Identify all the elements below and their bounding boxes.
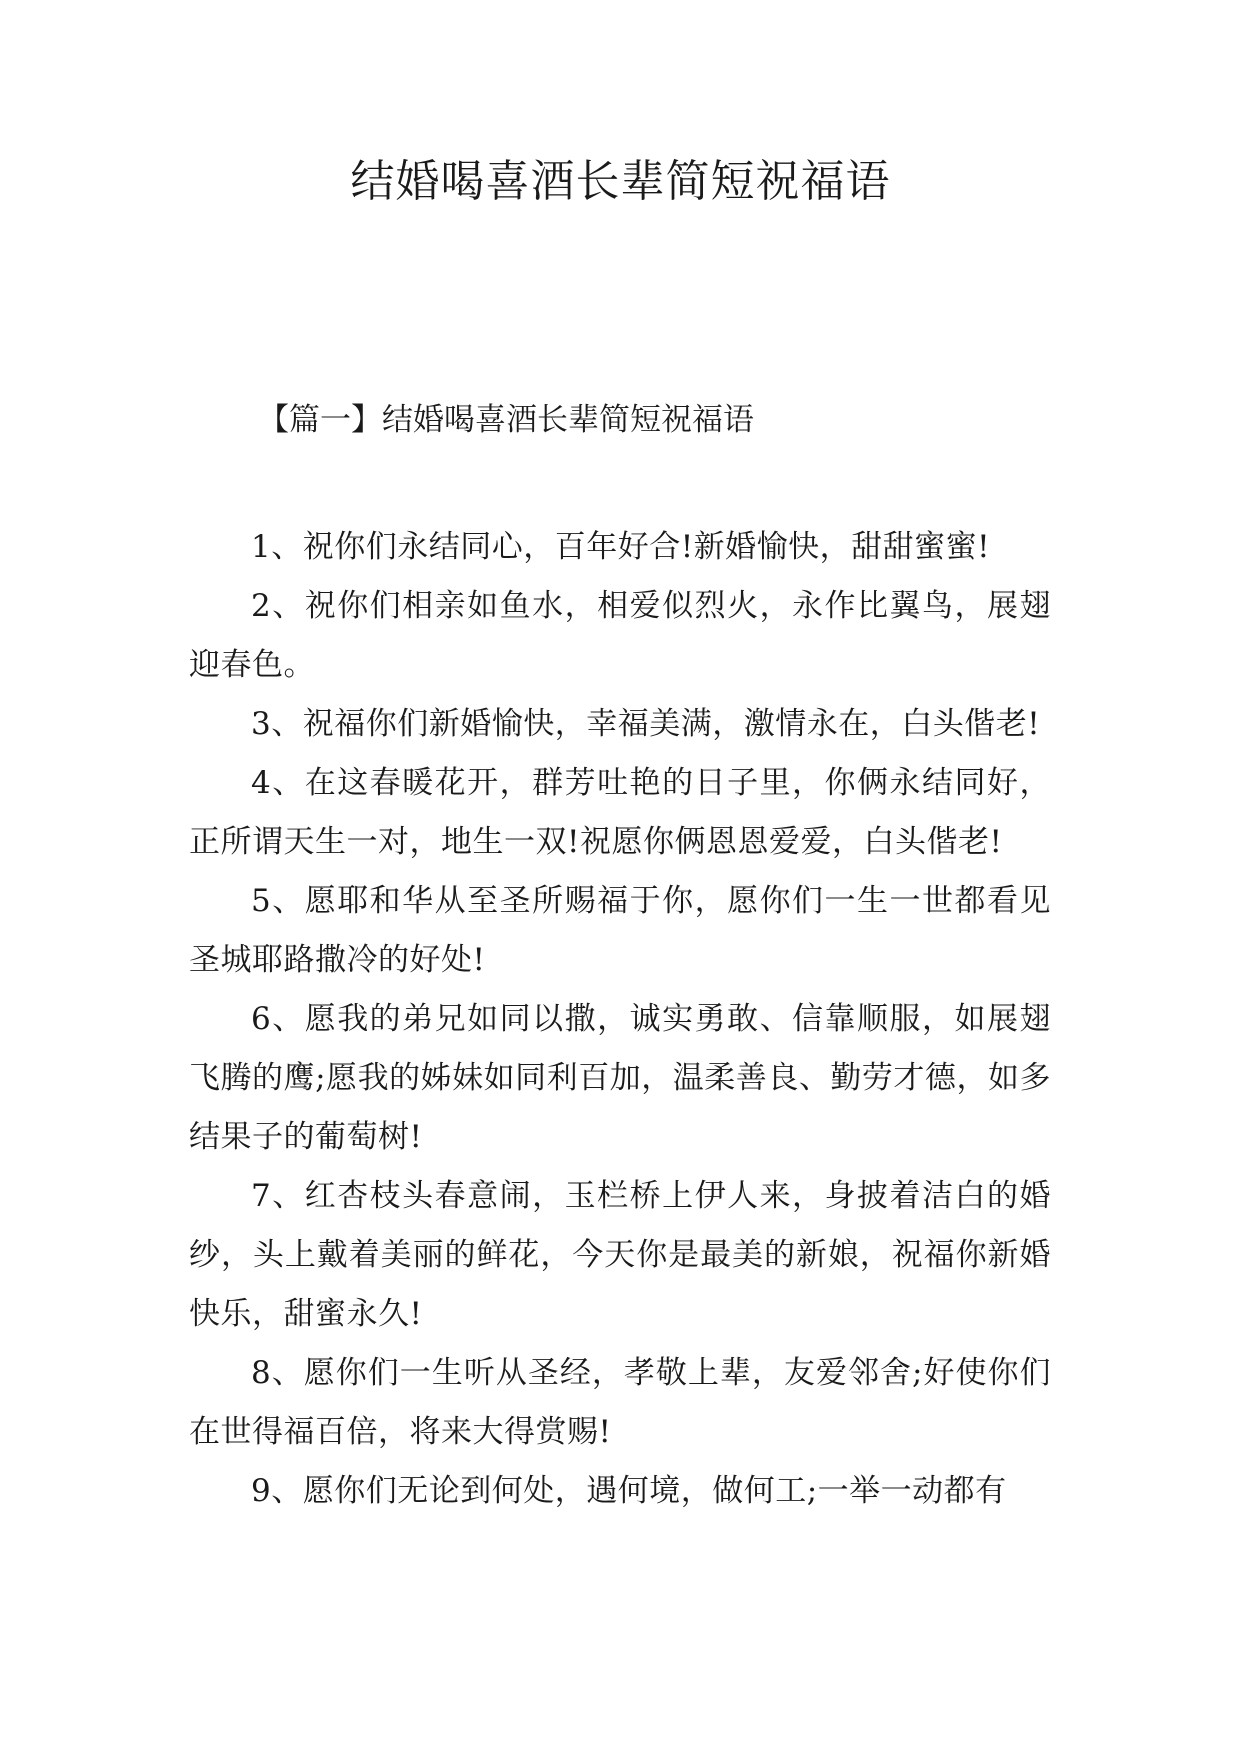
section-heading: 【篇一】结婚喝喜酒长辈简短祝福语 bbox=[258, 402, 754, 438]
paragraph-2: 2、祝你们相亲如鱼水，相爱似烈火，永作比翼鸟，展翅迎春色。 bbox=[189, 588, 1051, 683]
paragraph-6: 6、愿我的弟兄如同以撒，诚实勇敢、信靠顺服，如展翅飞腾的鹰;愿我的姊妹如同利百加，温柔善良、勤劳才德，如多结果子的葡萄树! bbox=[189, 1001, 1051, 1155]
paragraph-4: 4、在这春暖花开，群芳吐艳的日子里，你俩永结同好，正所谓天生一对，地生一双!祝愿你俩恩恩爱爱，白头偕老! bbox=[189, 765, 1051, 860]
paragraph-7: 7、红杏枝头春意闹，玉栏桥上伊人来，身披着洁白的婚纱，头上戴着美丽的鲜花，今天你是最美的新娘，祝福你新婚快乐，甜蜜永久! bbox=[189, 1178, 1051, 1332]
paragraph-5: 5、愿耶和华从至圣所赐福于你，愿你们一生一世都看见圣城耶路撒冷的好处! bbox=[189, 883, 1051, 978]
page-title: 结婚喝喜酒长辈简短祝福语 bbox=[350, 156, 891, 207]
paragraph-3: 3、祝福你们新婚愉快，幸福美满，激情永在，白头偕老! bbox=[251, 706, 1041, 742]
paragraph-8: 8、愿你们一生听从圣经，孝敬上辈，友爱邻舍;好使你们在世得福百倍，将来大得赏赐! bbox=[189, 1355, 1051, 1450]
paragraph-9: 9、愿你们无论到何处，遇何境，做何工;一举一动都有 bbox=[251, 1473, 1007, 1509]
paragraph-1: 1、祝你们永结同心，百年好合!新婚愉快，甜甜蜜蜜! bbox=[251, 529, 991, 565]
document-body bbox=[189, 518, 1051, 1521]
